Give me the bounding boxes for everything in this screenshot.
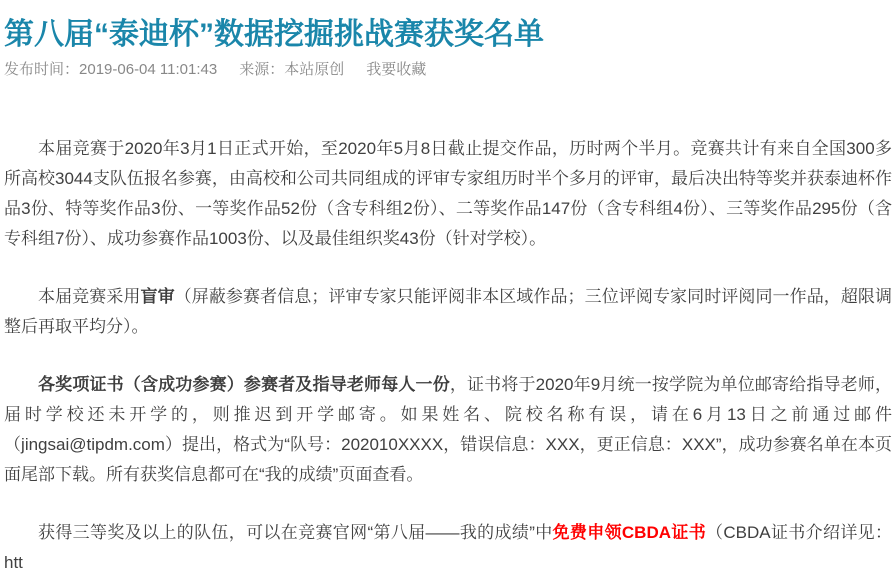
publish-time (4, 61, 217, 78)
publish-time-value: 2019-06-04 11:01:43 (79, 61, 218, 78)
source (239, 61, 344, 78)
text-segment: 盲审 (140, 287, 175, 306)
favorite-link[interactable]: 我要收藏 (366, 61, 427, 78)
article-page (0, 18, 896, 578)
meta-bar (4, 61, 892, 79)
text-segment: 获得三等奖及以上的队伍，可以在竞赛官网“第八届——我的成绩”中 (38, 523, 553, 542)
text-segment: （屏蔽参赛者信息；评审专家只能评阅非本区域作品；三位评阅专家同时评阅同一作品，超限调整后再取平均分）。 (4, 287, 893, 336)
text-segment: （CBDA证书介绍详见：htt (4, 523, 893, 572)
text-segment: ，证书将于2020年9月统一按学院为单位邮寄给指导老师，届时学校还未开学的，则推迟到开学邮寄。如果姓名、院校名称有误，请在6月13日之前通过邮件（jingsai@tipdm.com）提出，格式为“队号：202010XXXX，错误信息：XXX，更正信息：XXX”，成功参赛名单在本页面尾部下载。所有获奖信息都可在“我的成绩”页面查看。 (4, 375, 892, 484)
paragraph (4, 282, 892, 342)
publish-time-label: 发布时间： (4, 61, 80, 78)
text-segment: 本届竞赛于2020年3月1日正式开始，至2020年5月8日截止提交作品，历时两个半月。竞赛共计有来自全国300多所高校3044支队伍报名参赛，由高校和公司共同组成的评审专家组历时半个多月的评审，最后决出特等奖并获泰迪杯作品3份、特等奖作品3份、一等奖作品52份（含专科组2份）、二等奖作品147份（含专科组4份）、三等奖作品295份（含专科组7份）、成功参赛作品1003份、以及最佳组织奖43份（针对学校）。 (4, 139, 892, 248)
paragraph (4, 518, 892, 578)
paragraph (4, 370, 892, 490)
text-segment: 本届竞赛采用 (38, 287, 141, 306)
text-segment: 各奖项证书（含成功参赛）参赛者及指导老师每人一份 (38, 375, 450, 394)
source-value: 本站原创 (284, 61, 345, 78)
paragraph (4, 134, 892, 254)
page-title: 第八届“泰迪杯”数据挖掘挑战赛获奖名单 (4, 18, 544, 51)
article-body (4, 134, 892, 578)
cbda-claim-highlight[interactable]: 免费申领CBDA证书 (552, 523, 707, 542)
source-label: 来源： (239, 61, 285, 78)
